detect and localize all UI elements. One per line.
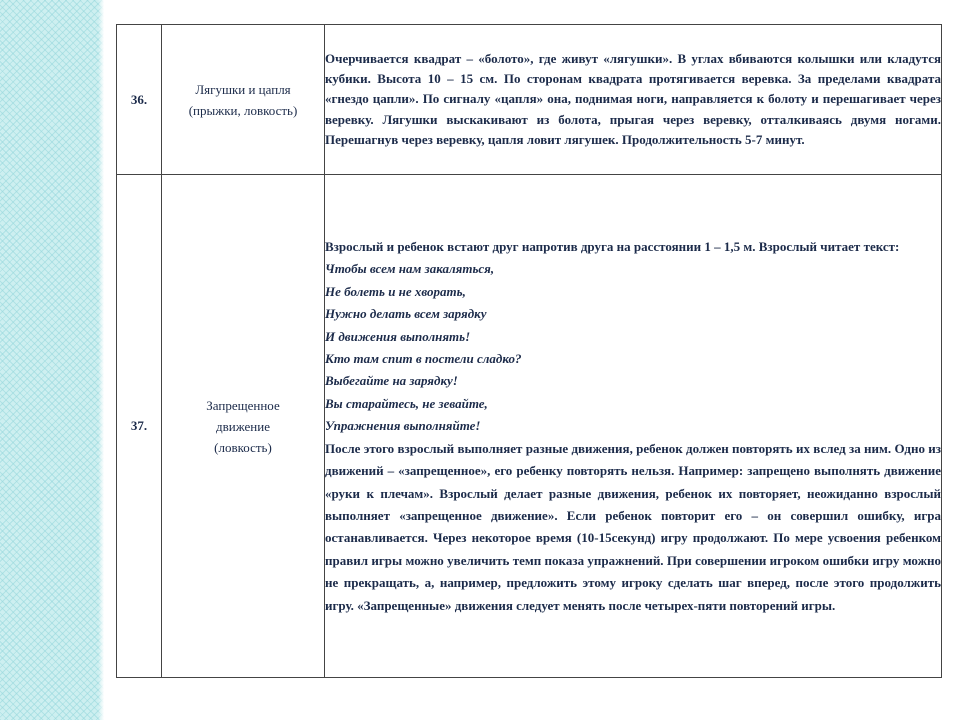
table-row-36 <box>117 25 942 175</box>
game-name-line: движение <box>216 418 270 434</box>
game-description-cell <box>325 175 942 678</box>
game-intro: Взрослый и ребенок встают друг напротив друга на расстоянии 1 – 1,5 м. Взрослый читает текст: <box>325 239 900 255</box>
game-name: Лягушки и цапля <box>195 81 291 97</box>
games-table <box>116 24 942 678</box>
game-name-cell <box>162 25 325 175</box>
decorative-side-strip <box>0 0 104 720</box>
poem <box>325 258 941 437</box>
poem-line: Выбегайте на зарядку! <box>325 373 458 389</box>
game-number: 37. <box>117 175 162 678</box>
game-name-line: Запрещенное <box>206 397 280 413</box>
poem-line: Нужно делать всем зарядку <box>325 306 487 322</box>
game-rules: После этого взрослый выполняет разные движения, ребенок должен повторять их вслед за ним. Одно из движений – «запрещенное», его ребенку повторять нельзя. Например: запрещено выполнять движение «руки к плечам». Взрослый делает разные движения, ребенок их повторяет, неожиданно взрослый выполняет «запрещенное движение». Если ребенок повторит его – он совершил ошибку, игра останавливается. Через некоторое время (10-15секунд) игру продолжают. По мере усвоения ребенком правил игры можно увеличить темп показа упражнений. При совершении игроком ошибки игру можно не прекращать, а, например, предложить этому игроку сделать шаг вперед, после этого продолжить игру. «Запрещенные» движения следует менять после четырех-пяти повторений игры. <box>325 440 941 613</box>
poem-line: И движения выполнять! <box>325 328 471 344</box>
table-row-37 <box>117 175 942 678</box>
game-description: Очерчивается квадрат – «болото», где живут «лягушки». В углах вбиваются колышки или кладутся кубики. Высота 10 – 15 см. По сторонам квадрата протягивается веревка. За пределами квадрата «гнездо цапли». По сигналу «цапля» она, поднимая ноги, направляется к болоту и перешагивает через веревку. Лягушки выскакивают из болота, прыгая через веревку, отталкиваясь двумя ногами. Перешагнув через веревку, цапля ловит лягушек. Продолжительность 5-7 минут. <box>325 50 941 147</box>
game-skills: (прыжки, ловкость) <box>188 102 298 118</box>
poem-line: Кто там спит в постели сладко? <box>325 351 522 367</box>
poem-line: Не болеть и не хворать, <box>325 283 466 299</box>
poem-line: Вы старайтесь, не зевайте, <box>325 395 488 411</box>
game-name-cell <box>162 175 325 678</box>
poem-line: Упражнения выполняйте! <box>325 418 481 434</box>
poem-line: Чтобы всем нам закаляться, <box>325 261 495 277</box>
game-skills: (ловкость) <box>214 439 272 455</box>
game-description-cell <box>325 25 942 175</box>
game-number: 36. <box>117 25 162 175</box>
